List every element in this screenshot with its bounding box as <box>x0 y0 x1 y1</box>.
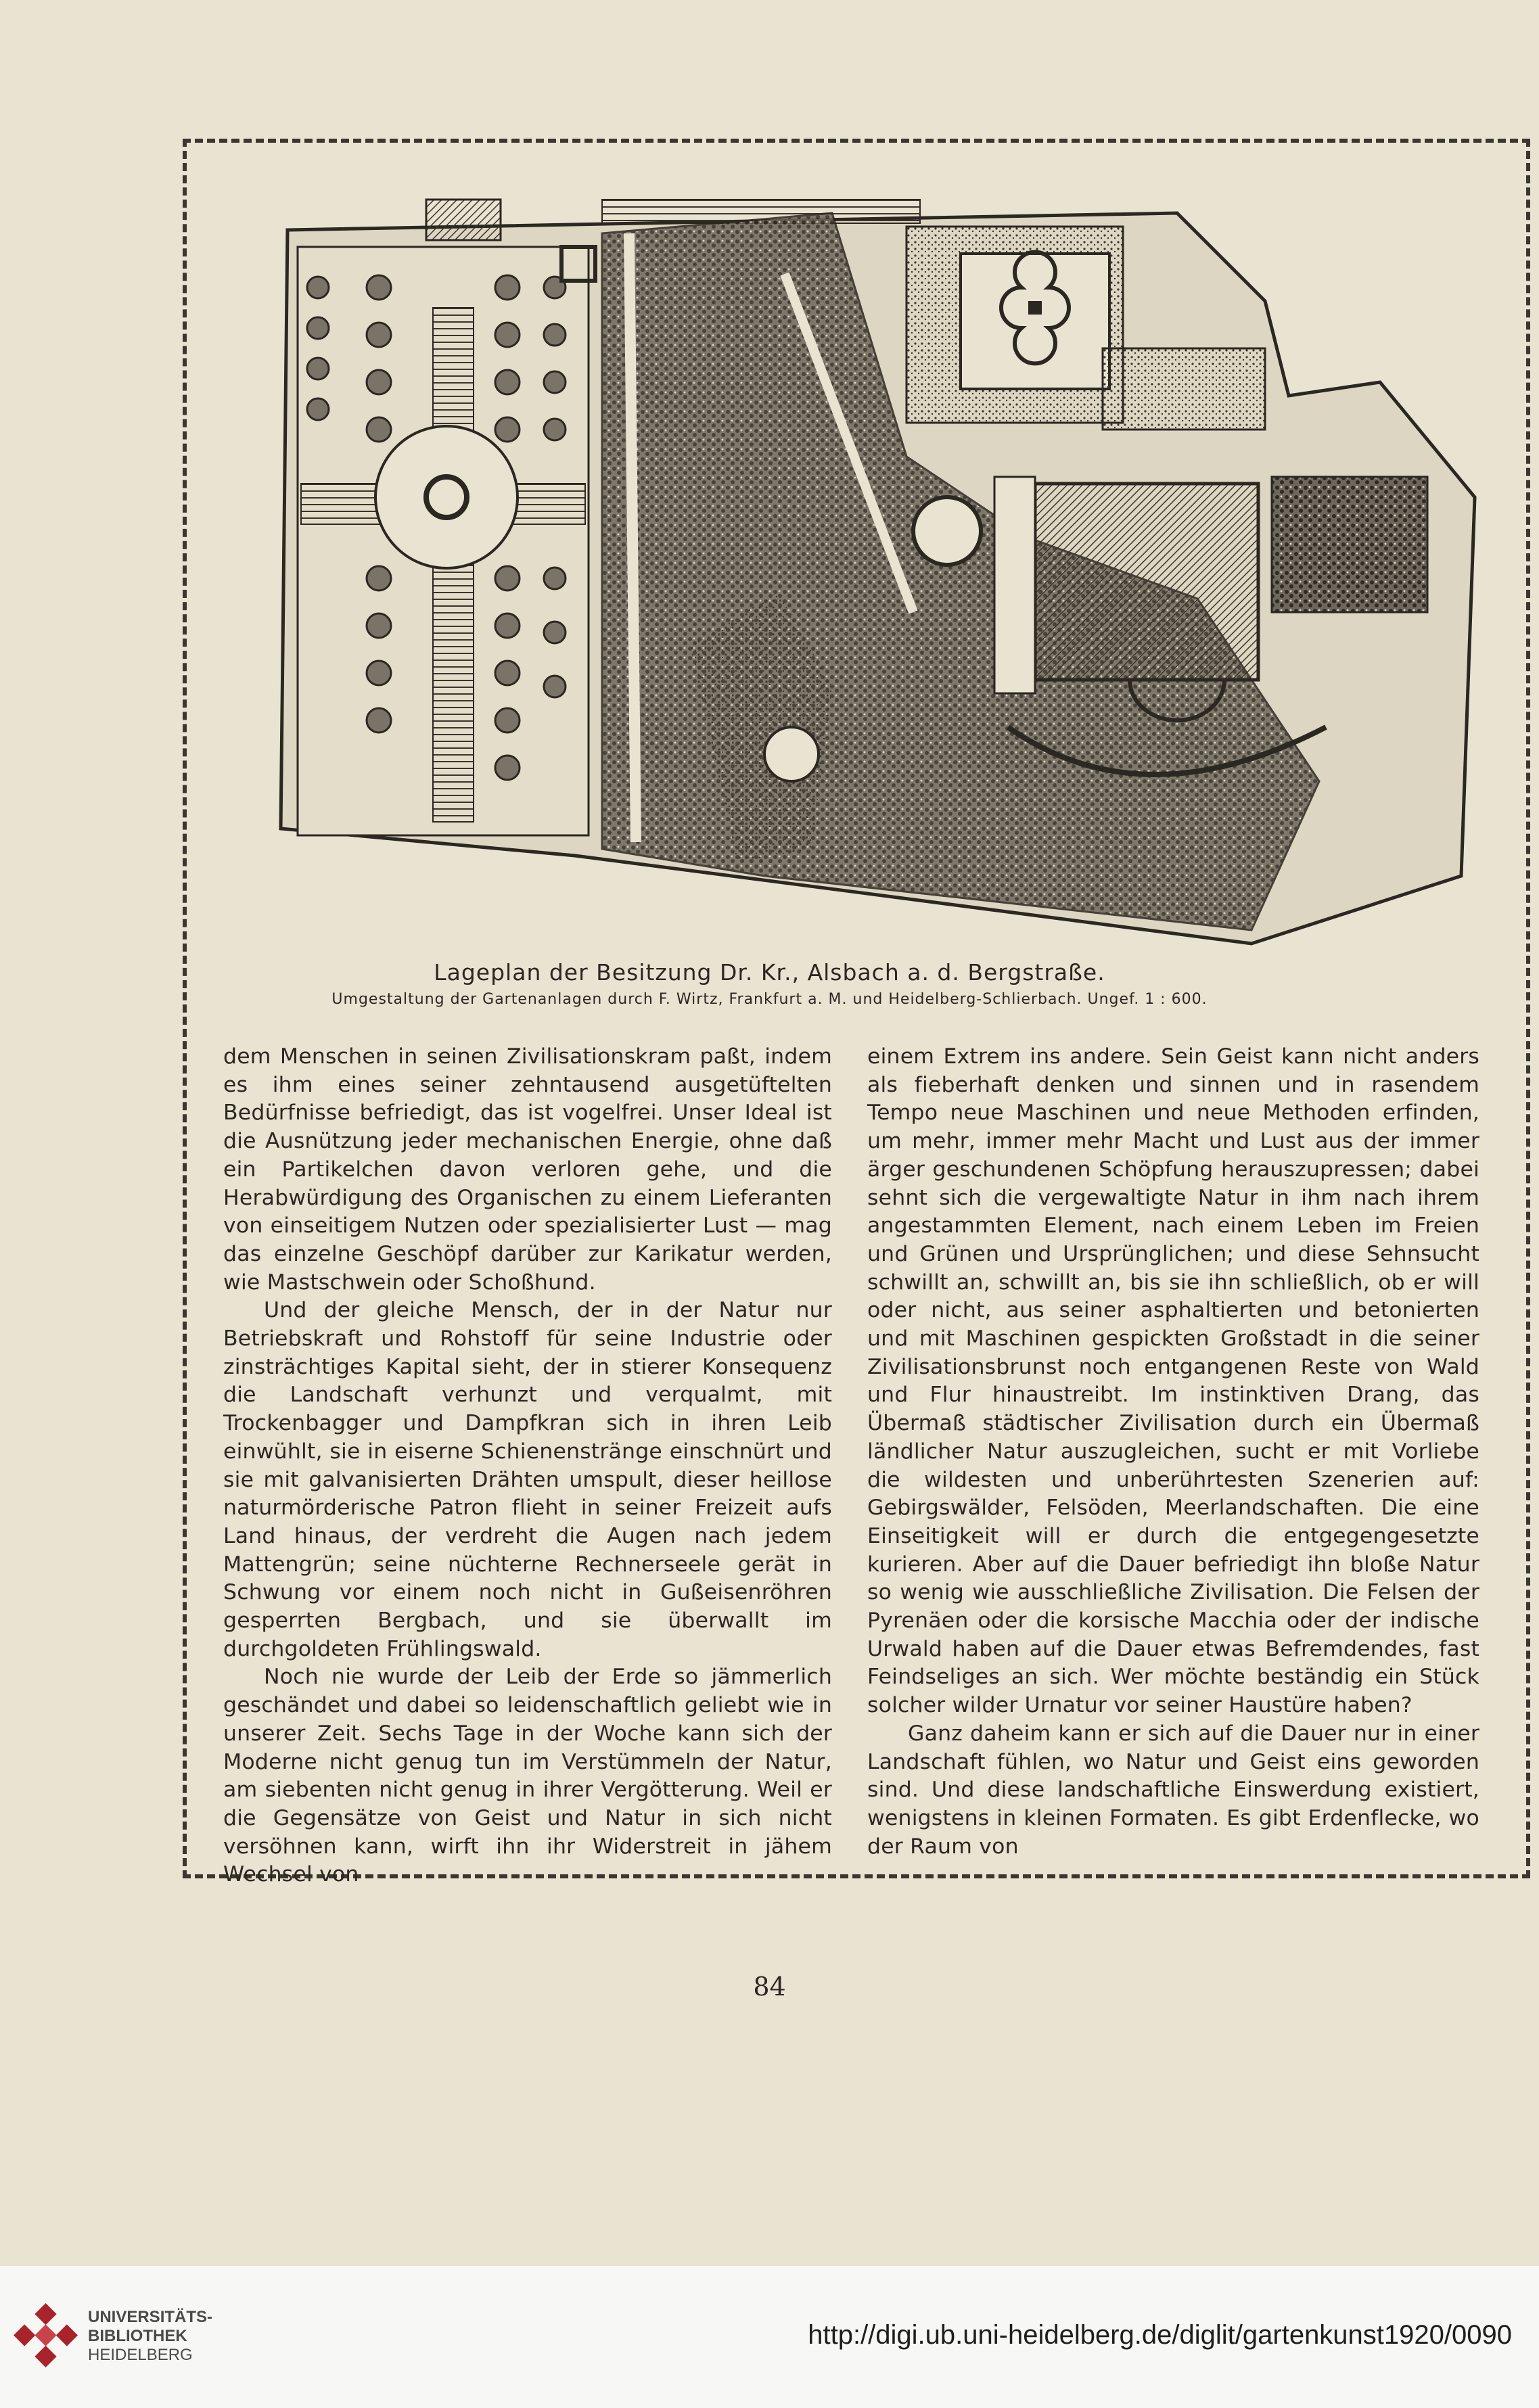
library-name-line: HEIDELBERG <box>88 2346 193 2364</box>
library-name-line: BIBLIOTHEK <box>88 2327 187 2345</box>
site-plan-drawing <box>223 172 1509 964</box>
digitization-footer <box>0 2266 1539 2408</box>
paragraph: einem Extrem ins andere. Sein Geist kann nicht anders als fieberhaft denken und sinnen und in rasendem Tempo neue Maschinen und neue Methoden erfinden, um mehr, immer mehr Macht und Lust aus der immer ärger geschundenen Schöpfung herauszupressen; dabei sehnt sich die vergewaltigte Natur in ihm nach ihrem angestammten Element, nach einem Leben im Freien und Grünen und Ursprünglichen; und diese Sehnsucht schwillt an, schwillt an, bis sie ihn schließlich, ob er will oder nicht, aus seiner asphaltierten und betonierten und mit Maschinen gespickten Großstadt in die seiner Zivilisationsbrunst noch entgangenen Reste von Wald und Flur hinaustreibt. Im instinktiven Drang, das Übermaß städtischer Zivilisation durch ein Übermaß ländlicher Natur auszugleichen, sucht er mit Vorliebe die wildesten und unberührtesten Szenerien auf: Gebirgswälder, Felsöden, Meerlandschaften. Die eine Einseitigkeit will er durch die entgegengesetzte kurieren. Aber auf die Dauer befriedigt ihn bloße Natur so wenig wie ausschließliche Zivilisation. Die Felsen der Pyrenäen oder die korsische Macchia oder der indische Urwald haben auf die Dauer etwas Befremdendes, fast Feindseliges an sich. Wer möchte beständig ein Stück solcher wilder Urnatur vor seiner Haustüre haben? <box>867 1044 1479 1718</box>
library-logo-icon <box>14 2303 78 2367</box>
paragraph: Noch nie wurde der Leib der Erde so jämmerlich geschändet und dabei so leidenschaftlich geliebt wie in unserer Zeit. Sechs Tage in der Woche kann sich der Moderne nicht genug tun im Verstümmeln der Natur, am siebenten nicht genug in ihrer Vergötterung. Weil er die Gegensätze von Geist und Natur in sich nicht versöhnen kann, wirft ihn ihr Widerstreit in jähem Wechsel von <box>223 1665 832 1887</box>
library-name-line: UNIVERSITÄTS- <box>88 2308 213 2326</box>
article-column-left <box>223 1043 832 1889</box>
paragraph: Und der gleiche Mensch, der in der Natur nur Betriebskraft und Rohstoff für seine Industrie oder zinsträchtiges Kapital sieht, der in stierer Konsequenz die Landschaft verhunzt und verqualmt, mit Trockenbagger und Dampfkran sich in ihren Leib einwühlt, sie in eiserne Schienenstränge einschnürt und sie mit galvanisierten Drähten umspult, dieser heillose naturmörderische Patron flieht in seiner Freizeit aufs Land hinaus, der verdreht die Augen nach jedem Mattengrün; seine nüchterne Rechnerseele gerät in Schwung vor einem noch nicht in Gußeisenröhren gesperrten Bergbach, und sie überwallt im durchgoldeten Frühlingswald. <box>223 1298 832 1661</box>
source-url-link[interactable]: http://digi.ub.uni-heidelberg.de/diglit/gartenkunst1920/0090 <box>808 2320 1512 2350</box>
library-name <box>88 2308 212 2365</box>
paragraph: Ganz daheim kann er sich auf die Dauer nur in einer Landschaft fühlen, wo Natur und Geist eins geworden sind. Und diese landschaftliche Einswerdung existiert, wenigstens in kleinen Formaten. Es gibt Erdenflecke, wo der Raum von <box>867 1721 1479 1859</box>
article-column-right <box>867 1043 1479 1861</box>
page-number: 84 <box>753 1972 786 2001</box>
figure-subcaption: Umgestaltung der Gartenanlagen durch F. Wirtz, Frankfurt a. M. und Heidelberg-Schlierbach. Ungef. 1 : 600. <box>331 991 1208 1008</box>
paragraph: dem Menschen in seinen Zivilisationskram paßt, indem es ihm eines seiner zehntausend ausgetüftelten Bedürfnisse befriedigt, das ist vogelfrei. Unser Ideal ist die Ausnützung jeder mechanischen Energie, ohne daß ein Partikelchen davon verloren gehe, und die Herabwürdigung des Organischen zu einem Lieferanten von einseitigem Nutzen oder spezialisierter Lust — mag das einzelne Geschöpf darüber zur Karikatur werden, wie Mastschwein oder Schoßhund. <box>223 1044 832 1295</box>
figure-caption: Lageplan der Besitzung Dr. Kr., Alsbach a. d. Bergstraße. <box>434 959 1105 986</box>
